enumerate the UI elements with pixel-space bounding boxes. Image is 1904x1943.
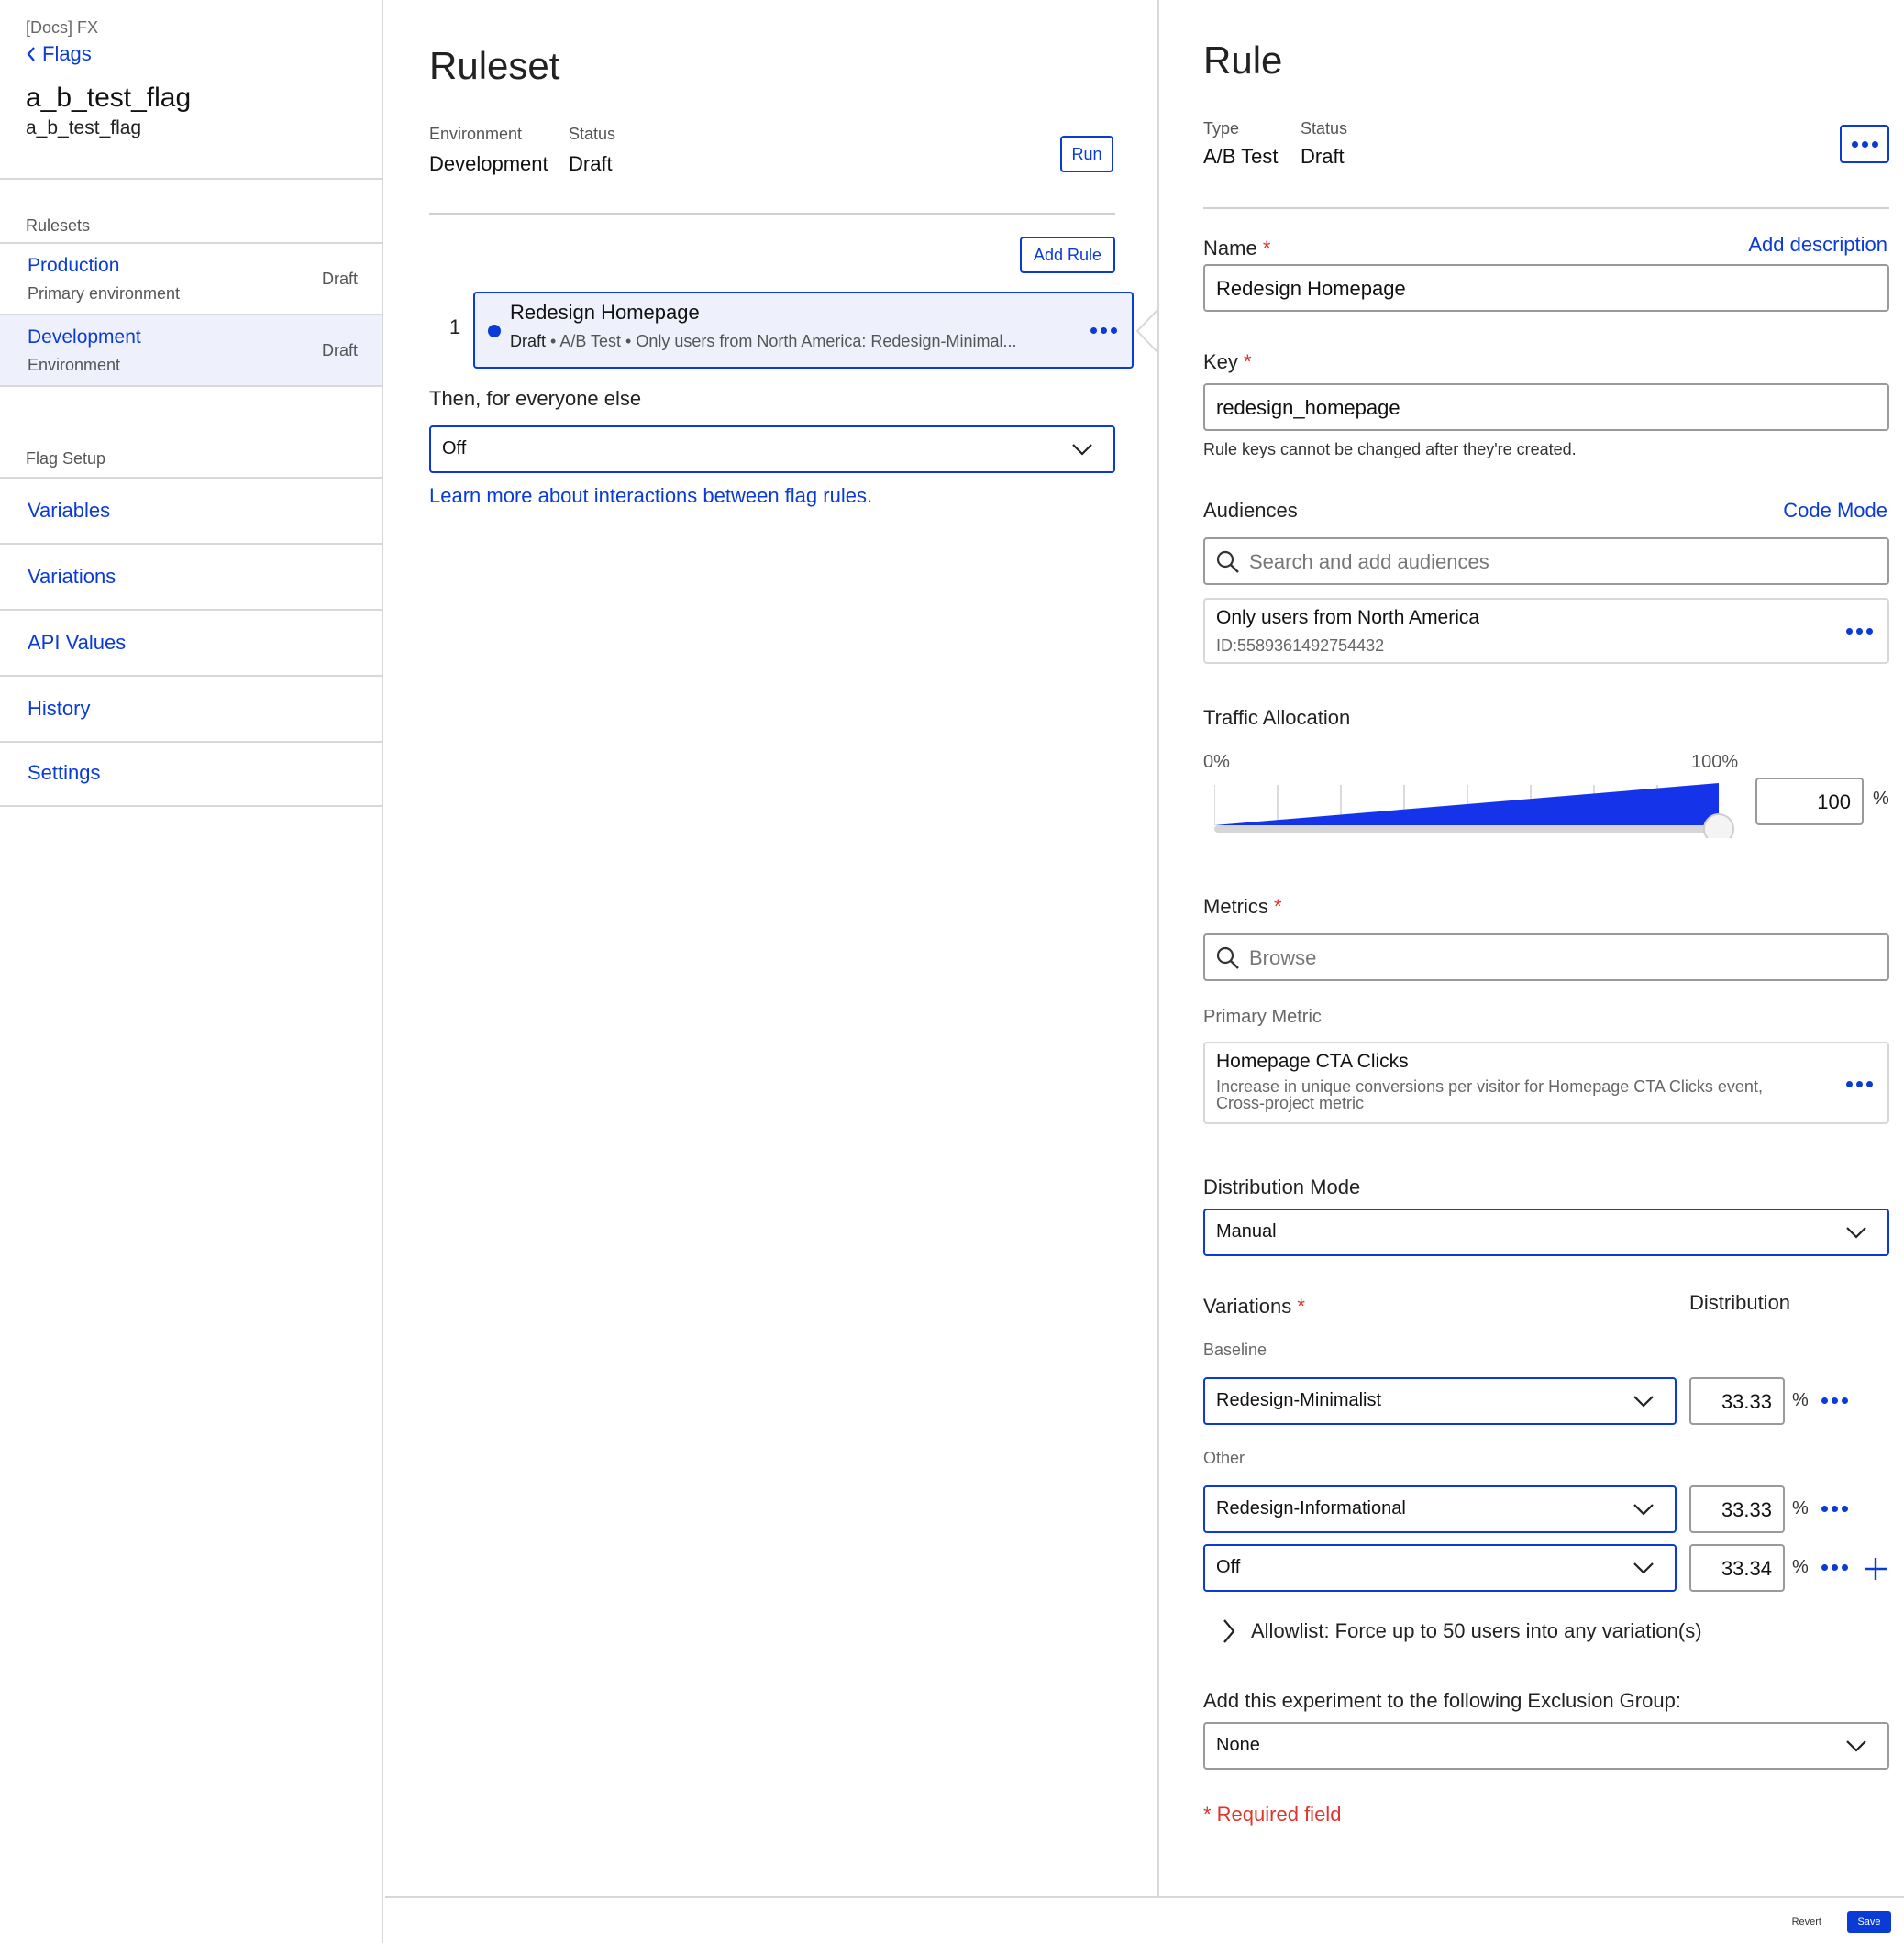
required-field-note: * Required field xyxy=(1203,1803,1342,1826)
environment-value: Development xyxy=(429,152,548,175)
learn-more-link[interactable]: Learn more about interactions between flag rules. xyxy=(429,484,873,507)
environment-label: Environment xyxy=(429,125,523,143)
divider xyxy=(429,213,1115,215)
variation-distribution-input[interactable]: 33.34 xyxy=(1689,1544,1785,1592)
search-icon xyxy=(1216,550,1240,574)
sidebar-item-variables[interactable] xyxy=(0,479,382,545)
chevron-down-icon xyxy=(1633,1502,1655,1517)
distribution-mode-label: Distribution Mode xyxy=(1203,1176,1361,1198)
ruleset-item-production[interactable] xyxy=(0,244,382,315)
audience-search[interactable] xyxy=(1203,537,1889,585)
metrics-label: Metrics * xyxy=(1203,895,1282,918)
code-mode-link[interactable]: Code Mode xyxy=(1783,499,1887,522)
chevron-down-icon xyxy=(1845,1225,1867,1240)
metric-more-icon[interactable] xyxy=(1846,1081,1873,1087)
back-label: Flags xyxy=(42,42,92,65)
baseline-label: Baseline xyxy=(1203,1341,1267,1359)
add-variation-plus-icon[interactable] xyxy=(1862,1555,1889,1583)
select-value: None xyxy=(1216,1735,1260,1755)
sidebar-item-settings[interactable] xyxy=(0,741,382,807)
rule-more-icon[interactable] xyxy=(1090,327,1117,334)
chevron-down-icon xyxy=(1633,1394,1655,1408)
status-value: Draft xyxy=(1301,145,1345,168)
exclusion-group-label: Add this experiment to the following Exclusion Group: xyxy=(1203,1689,1681,1712)
sidebar-item-variations[interactable] xyxy=(0,545,382,611)
ruleset-item-development[interactable] xyxy=(0,315,382,387)
everyone-else-label: Then, for everyone else xyxy=(429,387,642,410)
chevron-right-icon xyxy=(1222,1617,1236,1645)
traffic-min-label: 0% xyxy=(1203,752,1230,772)
variation-select-other-2[interactable] xyxy=(1203,1544,1677,1592)
rulesets-heading: Rulesets xyxy=(26,216,91,235)
project-name: [Docs] FX xyxy=(26,18,99,37)
variations-label: Variations * xyxy=(1203,1295,1305,1318)
back-to-flags-link[interactable] xyxy=(26,42,92,66)
key-help: Rule keys cannot be changed after they're created. xyxy=(1203,440,1577,458)
save-button[interactable]: Save xyxy=(1847,1911,1891,1933)
metrics-search[interactable] xyxy=(1203,933,1889,981)
slider-handle[interactable] xyxy=(1704,814,1733,838)
traffic-percent-sign: % xyxy=(1873,789,1889,809)
ruleset-name: Production xyxy=(28,255,120,276)
distribution-mode-select[interactable] xyxy=(1203,1209,1889,1256)
traffic-slider[interactable] xyxy=(1214,774,1737,838)
select-value: Manual xyxy=(1216,1221,1277,1242)
chevron-down-icon xyxy=(1633,1561,1655,1575)
sidebar-item-history[interactable] xyxy=(0,677,382,743)
percent-sign: % xyxy=(1792,1390,1809,1410)
distribution-label: Distribution xyxy=(1689,1291,1791,1314)
flag-key: a_b_test_flag xyxy=(26,117,142,138)
metric-desc-line: Increase in unique conversions per visitor for Homepage CTA Clicks event, xyxy=(1216,1077,1763,1096)
variation-distribution-input[interactable]: 33.33 xyxy=(1689,1485,1785,1533)
key-input[interactable] xyxy=(1216,396,1831,420)
select-value: Off xyxy=(442,438,467,458)
ruleset-panel xyxy=(385,0,1157,1896)
allowlist-toggle[interactable] xyxy=(1222,1617,1702,1645)
rule-card-details: • A/B Test • Only users from North America: Redesign-Minimal... xyxy=(550,332,1017,350)
variation-select-baseline[interactable] xyxy=(1203,1377,1677,1425)
metrics-search-input[interactable] xyxy=(1249,946,1864,970)
audience-card xyxy=(1203,598,1889,664)
primary-metric-card xyxy=(1203,1042,1889,1124)
footer-bar xyxy=(385,1896,1904,1943)
metric-name: Homepage CTA Clicks xyxy=(1216,1051,1409,1072)
slider-fill xyxy=(1214,783,1719,825)
audience-id: ID:5589361492754432 xyxy=(1216,636,1385,655)
name-input[interactable] xyxy=(1216,277,1831,301)
traffic-allocation-label: Traffic Allocation xyxy=(1203,706,1351,729)
rule-card-status: Draft xyxy=(510,332,547,350)
rule-card[interactable] xyxy=(473,292,1134,369)
slider-track xyxy=(1214,825,1719,833)
status-dot-icon xyxy=(488,325,501,337)
ruleset-status: Draft xyxy=(321,341,358,359)
name-field[interactable] xyxy=(1203,264,1889,312)
everyone-else-select[interactable] xyxy=(429,425,1115,473)
run-button[interactable]: Run xyxy=(1060,136,1113,172)
chevron-down-icon xyxy=(1071,442,1093,457)
allowlist-label: Allowlist: Force up to 50 users into any variation(s) xyxy=(1251,1619,1702,1642)
key-field[interactable] xyxy=(1203,383,1889,431)
select-value: Redesign-Minimalist xyxy=(1216,1390,1382,1410)
variation-more-icon[interactable] xyxy=(1821,1564,1848,1571)
nav-label: Variables xyxy=(28,499,111,522)
divider xyxy=(0,178,382,180)
audience-name: Only users from North America xyxy=(1216,607,1480,628)
chevron-left-icon xyxy=(26,46,37,62)
percent-sign: % xyxy=(1792,1557,1809,1577)
add-description-link[interactable]: Add description xyxy=(1748,233,1887,256)
variation-select-other-1[interactable] xyxy=(1203,1485,1677,1533)
type-value: A/B Test xyxy=(1203,145,1279,168)
variation-more-icon[interactable] xyxy=(1821,1397,1848,1404)
chevron-down-icon xyxy=(1845,1739,1867,1753)
variation-distribution-input[interactable]: 33.33 xyxy=(1689,1377,1785,1425)
audience-search-input[interactable] xyxy=(1249,550,1864,574)
variation-more-icon[interactable] xyxy=(1821,1506,1848,1512)
other-label: Other xyxy=(1203,1449,1245,1467)
key-label: Key * xyxy=(1203,350,1252,373)
percent-sign: % xyxy=(1792,1498,1809,1518)
traffic-max-label: 100% xyxy=(1691,752,1739,772)
ruleset-status: Draft xyxy=(321,270,358,288)
status-value: Draft xyxy=(569,152,613,175)
ruleset-sub: Primary environment xyxy=(28,284,181,303)
nav-label: History xyxy=(28,697,91,720)
rule-title: Rule xyxy=(1203,39,1283,82)
revert-button[interactable]: Revert xyxy=(1791,1916,1821,1927)
traffic-input[interactable]: 100 xyxy=(1755,778,1864,825)
rule-card-summary xyxy=(510,332,1016,351)
ruleset-name: Development xyxy=(28,326,141,348)
ruleset-title: Ruleset xyxy=(429,44,560,87)
flag-setup-heading: Flag Setup xyxy=(26,449,106,468)
rule-card-name: Redesign Homepage xyxy=(510,301,700,324)
search-icon xyxy=(1216,946,1240,970)
status-label: Status xyxy=(1301,119,1348,138)
metric-desc-line: Cross-project metric xyxy=(1216,1094,1365,1112)
panel-pointer xyxy=(1135,308,1159,354)
metric-description xyxy=(1216,1078,1763,1111)
rule-panel xyxy=(1157,0,1904,1896)
rule-more-button[interactable] xyxy=(1840,125,1889,163)
name-label: Name * xyxy=(1203,237,1271,259)
status-label: Status xyxy=(569,125,616,143)
exclusion-group-select[interactable] xyxy=(1203,1722,1889,1770)
ruleset-sub: Environment xyxy=(28,356,121,374)
select-value: Off xyxy=(1216,1557,1241,1577)
sidebar xyxy=(0,0,383,1943)
nav-label: Variations xyxy=(28,565,116,588)
primary-metric-label: Primary Metric xyxy=(1203,1007,1322,1027)
more-icon xyxy=(1852,141,1878,148)
flag-title: a_b_test_flag xyxy=(26,83,192,113)
sidebar-item-api-values[interactable] xyxy=(0,611,382,677)
divider xyxy=(1203,207,1889,209)
rule-index: 1 xyxy=(449,315,461,338)
type-label: Type xyxy=(1203,119,1240,138)
select-value: Redesign-Informational xyxy=(1216,1498,1406,1518)
add-rule-button[interactable]: Add Rule xyxy=(1020,237,1115,273)
audience-more-icon[interactable] xyxy=(1846,628,1873,635)
audiences-label: Audiences xyxy=(1203,499,1298,522)
nav-label: Settings xyxy=(28,761,101,784)
nav-label: API Values xyxy=(28,631,127,654)
